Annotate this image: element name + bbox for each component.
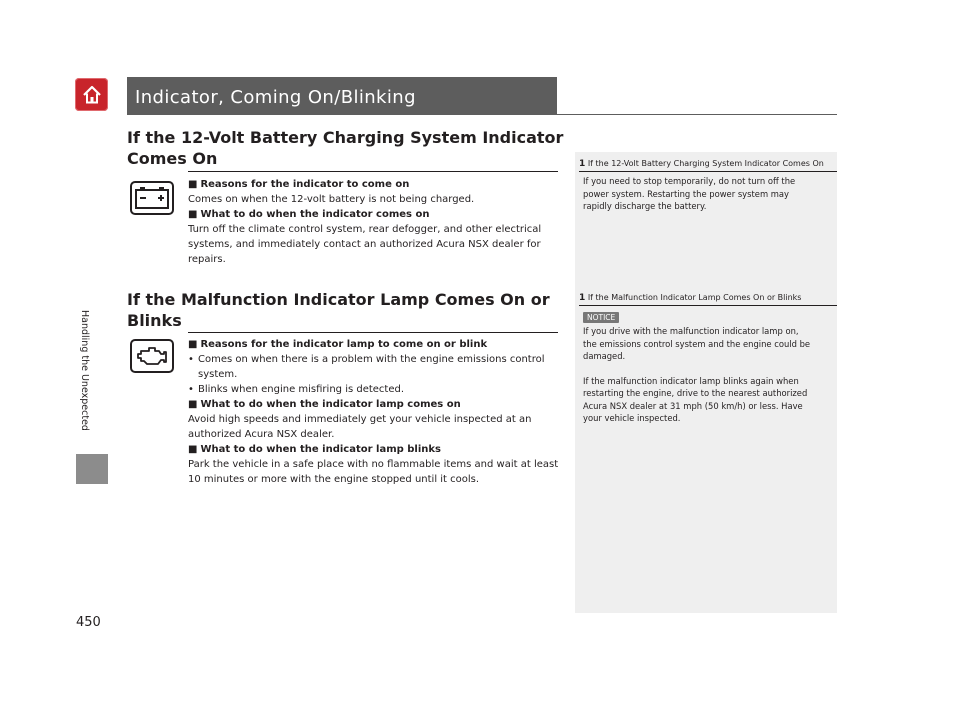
note-2-p1-line-3: damaged. (583, 351, 626, 361)
section-1-reasons-title: ■ Reasons for the indicator to come on (188, 177, 560, 192)
engine-icon (135, 344, 169, 368)
page-number: 450 (76, 615, 101, 630)
note-1-line-1: If you need to stop temporarily, do not turn off the (583, 176, 796, 186)
section-2-todo-text-1: Avoid high speeds and immediately get your vehicle inspected at an (188, 414, 532, 425)
section-1-reasons-text: Comes on when the 12-volt battery is not being charged. (188, 194, 475, 205)
section-2-todo-text-2: authorized Acura NSX dealer. (188, 429, 335, 440)
section-tab[interactable] (76, 454, 108, 484)
section-2-bullet-1-line-a: • Comes on when there is a problem with the engine emissions control (198, 354, 545, 365)
section-1-rule (188, 171, 558, 172)
section-2-bullet-1 (188, 352, 560, 382)
section-2-bullet-2-line: • Blinks when engine misfiring is detected. (198, 384, 405, 395)
section-side-label: Handling the Unexpected (79, 310, 90, 431)
note-2-p1-line-1: If you drive with the malfunction indicator lamp on, (583, 326, 799, 336)
note-1-body (583, 175, 831, 213)
section-1-todo-text-3: repairs. (188, 254, 226, 265)
section-2-body (188, 337, 560, 487)
section-1-todo-text-2: systems, and immediately contact an authorized Acura NSX dealer for (188, 239, 541, 250)
section-1-body (188, 177, 560, 267)
section-2-blink-text-2: 10 minutes or more with the engine stopped until it cools. (188, 474, 480, 485)
note-1-line-2: power system. Restarting the power system may (583, 188, 790, 199)
note-2-p2-line-2: restarting the engine, drive to the nearest authorized (583, 388, 808, 398)
section-1-heading-line2: Comes On (127, 149, 218, 168)
battery-icon (134, 186, 170, 210)
section-2-reasons-title: ■ Reasons for the indicator lamp to come on or blink (188, 337, 560, 352)
section-2-heading-line2: Blinks (127, 311, 182, 330)
home-icon (81, 84, 103, 106)
section-2-bullet-2 (188, 382, 560, 397)
home-button[interactable] (75, 78, 108, 111)
section-2-heading-line1: If the Malfunction Indicator Lamp Comes On or (127, 290, 550, 309)
engine-indicator-box (130, 339, 174, 373)
note-1-rule (579, 171, 837, 172)
section-2-blink-text-1: Park the vehicle in a safe place with no flammable items and wait at least (188, 459, 559, 470)
note-2-rule (579, 305, 837, 306)
note-1-mark: 1 (579, 159, 586, 169)
notice-badge: NOTICE (583, 312, 619, 323)
note-1-title[interactable]: If the 12-Volt Battery Charging System Indicator Comes On (587, 159, 824, 168)
note-2-title[interactable]: If the Malfunction Indicator Lamp Comes On or Blinks (587, 293, 802, 302)
note-2-spacer (583, 363, 831, 375)
section-1-heading-line1: If the 12-Volt Battery Charging System Indicator (127, 128, 564, 147)
title-underline (127, 114, 837, 115)
battery-indicator-box (130, 181, 174, 215)
section-1-todo-title: ■ What to do when the indicator comes on (188, 207, 560, 222)
section-2-rule (188, 332, 558, 333)
section-2-bullet-1-line-b: system. (198, 369, 238, 380)
page-title: Indicator, Coming On/Blinking (135, 87, 416, 108)
note-2-p2-line-4: your vehicle inspected. (583, 413, 681, 423)
note-2-p2-line-3: Acura NSX dealer at 31 mph (50 km/h) or less. Have (583, 400, 803, 411)
note-1-heading (579, 158, 824, 170)
section-1-todo-text-1: Turn off the climate control system, rear defogger, and other electrical (188, 224, 542, 235)
section-2-todo-title: ■ What to do when the indicator lamp comes on (188, 397, 560, 412)
note-2-p1-line-2: the emissions control system and the engine could be (583, 338, 811, 349)
note-2-heading (579, 292, 801, 304)
note-2-mark: 1 (579, 293, 586, 303)
section-2-blink-title: ■ What to do when the indicator lamp blinks (188, 442, 560, 457)
note-2-body (583, 311, 831, 425)
note-2-p2-line-1: If the malfunction indicator lamp blinks again when (583, 375, 799, 386)
note-1-line-3: rapidly discharge the battery. (583, 201, 707, 211)
